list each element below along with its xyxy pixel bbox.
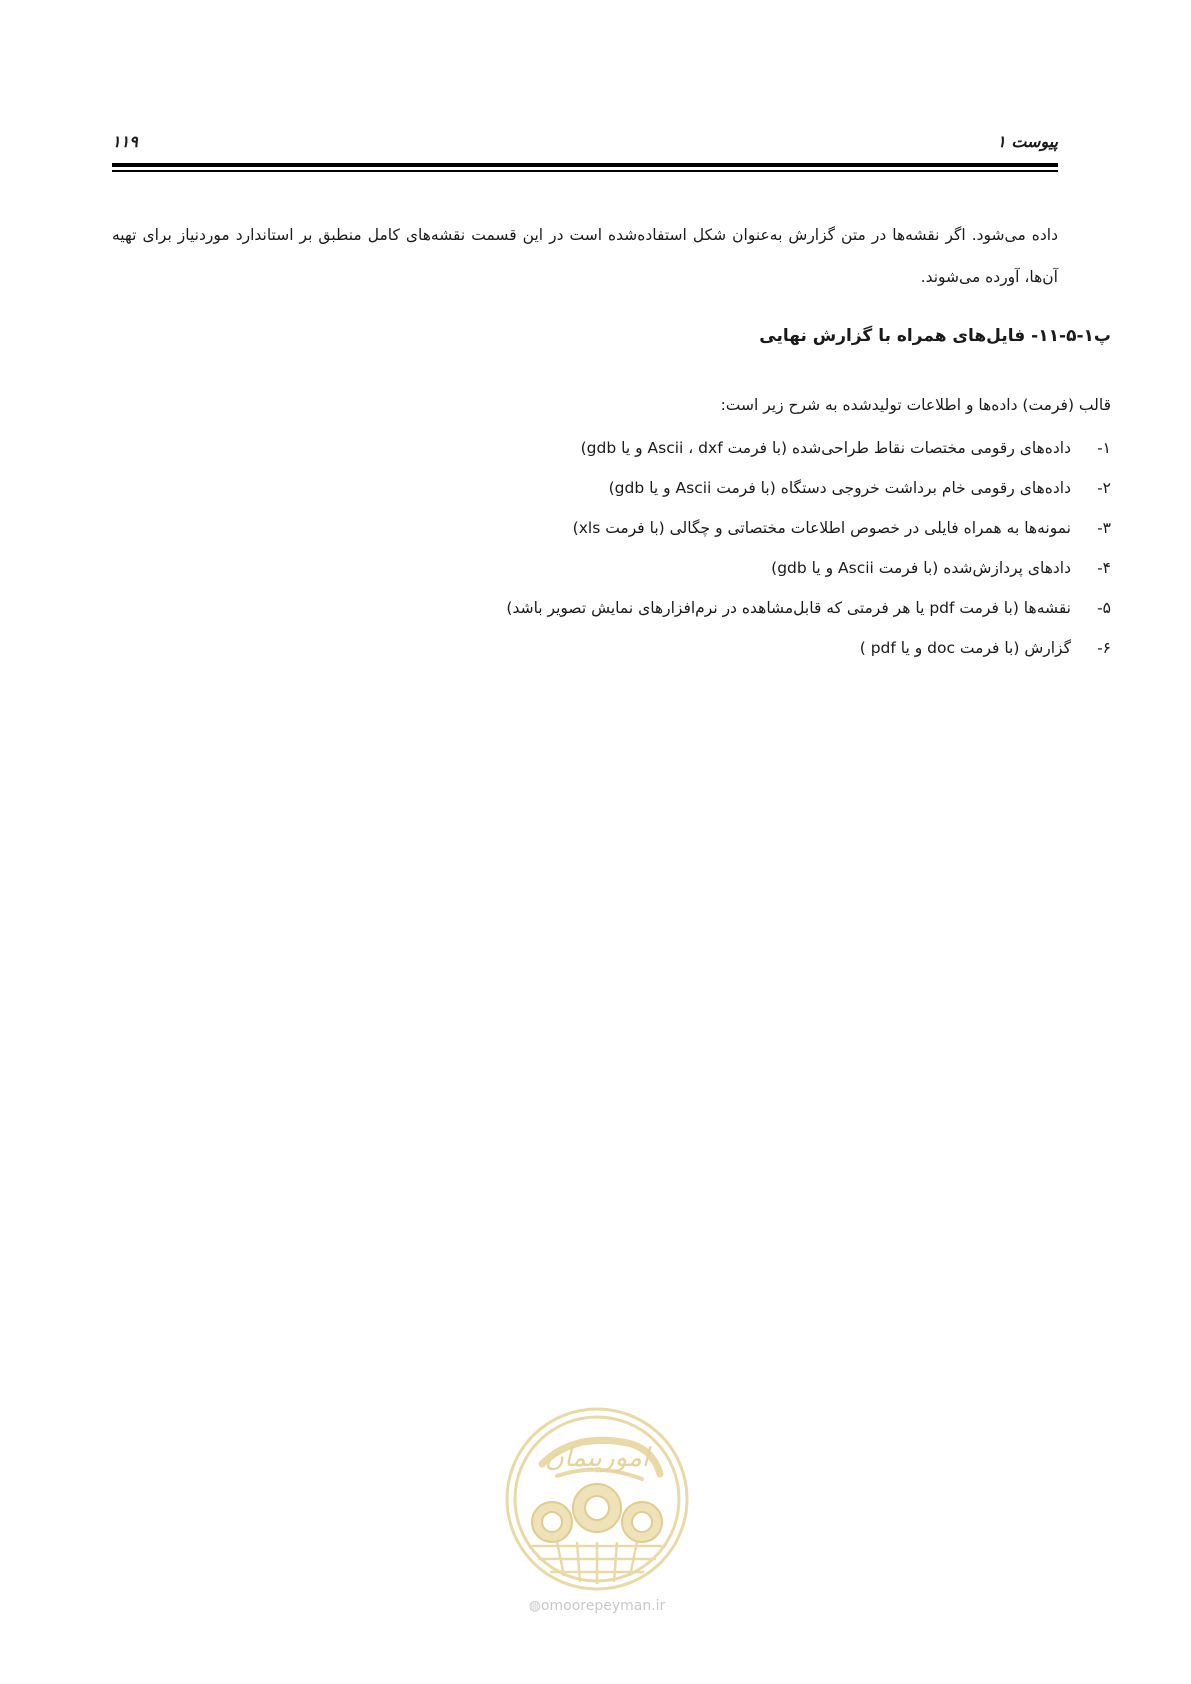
watermark-caption <box>517 1598 677 1614</box>
list-item <box>351 473 1111 513</box>
list-item-number: ۳- <box>1097 519 1111 537</box>
list-item-text: نقشه‌ها (با فرمت pdf یا هر فرمتی که قابل‌مشاهده در نرم‌افزارهای نمایش تصویر باشد) <box>506 599 1071 617</box>
body-text <box>112 214 1058 298</box>
chapter-title: پیوست ۱ <box>997 132 1058 151</box>
list-item-number: ۶- <box>1097 639 1111 657</box>
list-item <box>351 593 1111 633</box>
section-intro: قالب (فرمت) داده‌ها و اطلاعات تولیدشده به شرح زیر است: <box>720 396 1111 414</box>
list-item <box>351 433 1111 473</box>
page-number: ۱۱۹ <box>112 132 138 151</box>
list-item-text: داده‌های رقومی خام برداشت خروجی دستگاه (با فرمت Ascii و یا gdb) <box>608 479 1071 497</box>
section-heading: پ۱-۵-۱۱- فایل‌های همراه با گزارش نهایی <box>759 326 1111 346</box>
list-item-number: ۱- <box>1097 439 1111 457</box>
file-format-list <box>351 433 1111 673</box>
list-item-text: داده‌های رقومی مختصات نقاط طراحی‌شده (با فرمت Ascii ، dxf و یا gdb) <box>580 439 1071 457</box>
list-item-text: دادهای پردازش‌شده (با فرمت Ascii و یا gdb) <box>771 559 1071 577</box>
watermark-url: omoorepeyman.ir <box>540 1598 666 1614</box>
list-item <box>351 553 1111 593</box>
watermark-logo-text: امورپیمان <box>544 1443 650 1473</box>
page-header <box>112 132 1058 152</box>
list-item-text: نمونه‌ها به همراه فایلی در خصوص اطلاعات مختصاتی و چگالی (با فرمت xls) <box>572 519 1071 537</box>
body-paragraph: داده می‌شود. اگر نقشه‌ها در متن گزارش به‌عنوان شکل استفاده‌شده است در این قسمت نقشه‌های کامل منطبق بر استاندارد موردنیاز برای تهیه آن‌ها، آورده می‌شوند. <box>112 226 1058 286</box>
list-item-number: ۴- <box>1097 559 1111 577</box>
header-rule-thick <box>112 163 1058 167</box>
list-item-number: ۲- <box>1097 479 1111 497</box>
list-item <box>351 633 1111 673</box>
list-item <box>351 513 1111 553</box>
list-item-number: ۵- <box>1097 599 1111 617</box>
watermark-logo-icon <box>502 1404 692 1594</box>
list-item-text: گزارش (با فرمت doc و یا pdf ) <box>859 639 1071 657</box>
header-rule-thin <box>112 170 1058 172</box>
globe-icon: ◍ <box>528 1598 541 1614</box>
